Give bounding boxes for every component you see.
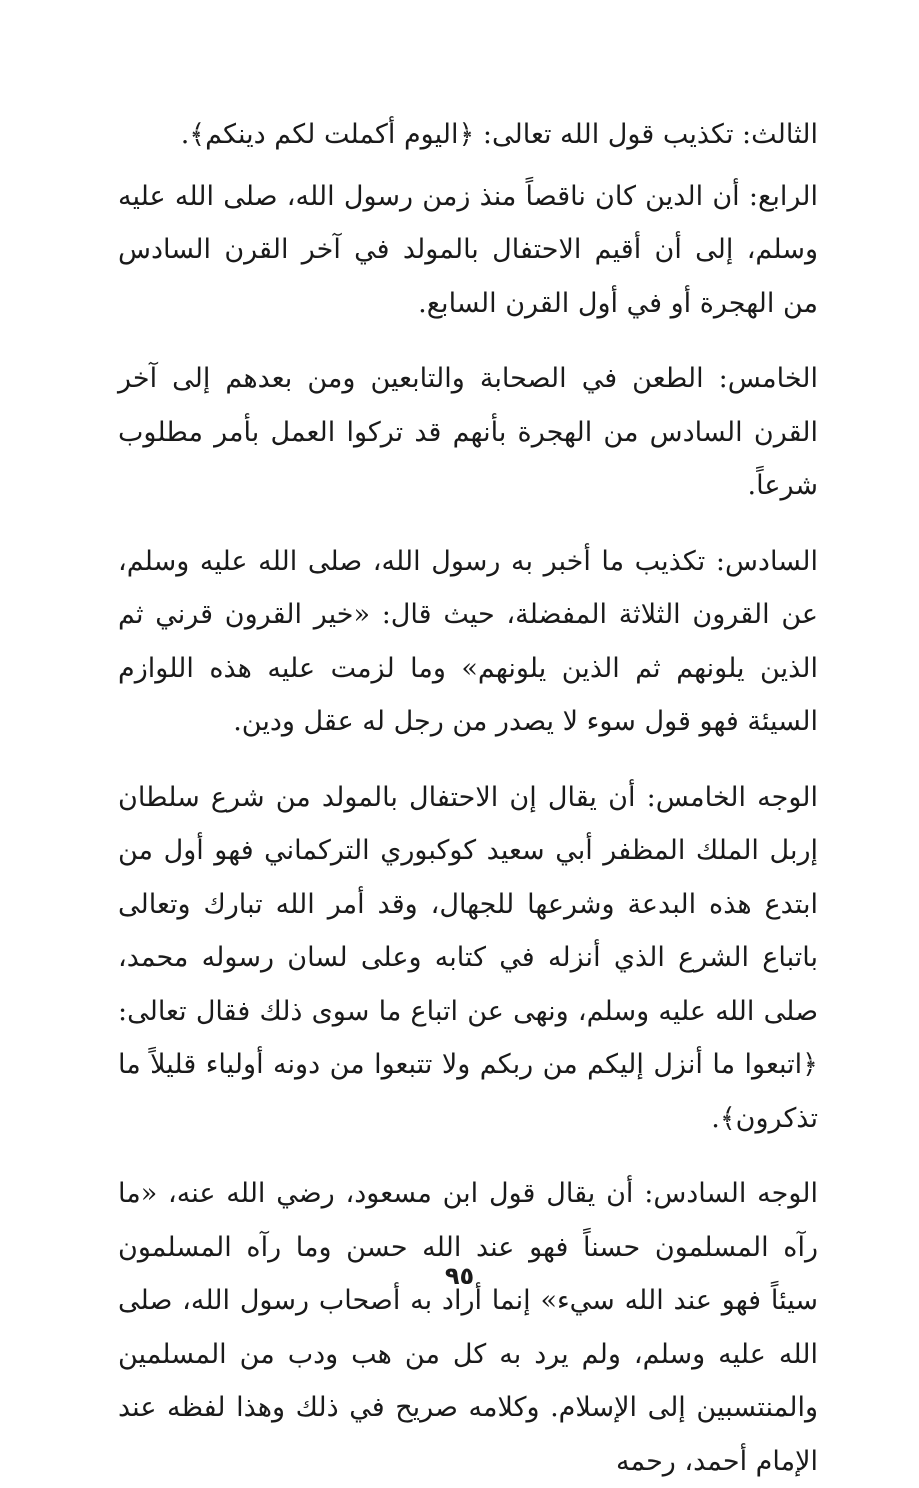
page-number: ٩٥ [444, 1262, 475, 1290]
paragraph-fourth-point: الرابع: أن الدين كان ناقصاً منذ زمن رسول الله، صلى الله عليه وسلم، إلى أن أقيم الاحتفال بالمولد في آخر القرن السادس من الهجرة أو في أول القرن السابع. [118, 180, 818, 319]
paragraph-sixth-point: السادس: تكذيب ما أخبر به رسول الله، صلى الله عليه وسلم، عن القرون الثلاثة المفضلة، حيث قال: «خير القرون قرني ثم الذين يلونهم ثم الذين يلونهم» وما لزمت عليه هذه اللوازم السيئة فهو قول سوء لا يصدر من رجل له عقل ودين. [118, 545, 818, 737]
paragraph-fifth-point: الخامس: الطعن في الصحابة والتابعين ومن بعدهم إلى آخر القرن السادس من الهجرة بأنهم قد تركوا العمل بأمر مطلوب شرعاً. [118, 363, 818, 501]
paragraph-sixth-aspect: الوجه السادس: أن يقال قول ابن مسعود، رضي الله عنه، «ما رآه المسلمون حسناً فهو عند الله حسن وما رآه المسلمون سيئاً فهو عند الله سيء» إنما أراد به أصحاب رسول الله، صلى الله عليه وسلم، ولم يرد به كل من هب ودب من المسلمين والمنتسبين إلى الإسلام. وكلامه صريح في ذلك وهذا لفظه عند الإمام أحمد، رحمه [118, 1178, 818, 1477]
paragraph-third-point: الثالث: تكذيب قول الله تعالى: ﴿اليوم أكملت لكم دينكم﴾. [180, 119, 818, 150]
paragraph-fifth-aspect: الوجه الخامس: أن يقال إن الاحتفال بالمولد من شرع سلطان إربل الملك المظفر أبي سعيد كوكبوري التركماني فهو أول من ابتدع هذه البدعة وشرعها للجهال، وقد أمر الله تبارك وتعالى باتباع الشرع الذي أنزله في كتابه وعلى لسان رسوله محمد، صلى الله عليه وسلم، ونهى عن اتباع ما سوى ذلك فقال تعالى: ﴿اتبعوا ما أنزل إليكم من ربكم ولا تتبعوا من دونه أولياء قليلاً ما تذكرون﴾. [118, 781, 818, 1134]
